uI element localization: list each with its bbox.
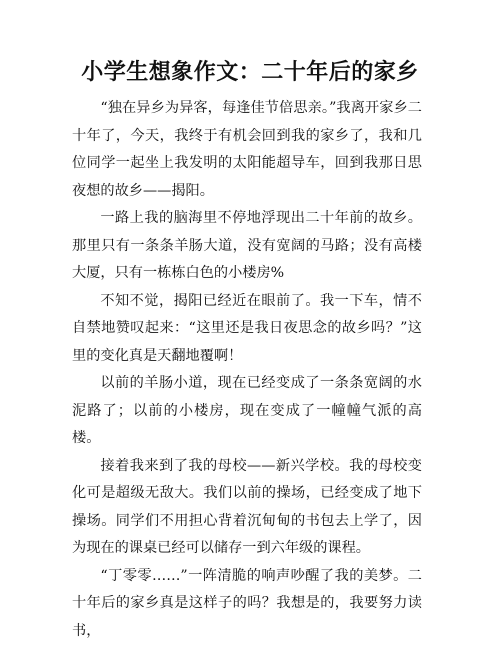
paragraph-3: 不知不觉，揭阳已经近在眼前了。我一下车，情不自禁地赞叹起来：“这里还是我日夜思念的故乡吗？”这里的变化真是天翻地覆啊！ — [72, 288, 422, 371]
paragraph-2: 一路上我的脑海里不停地浮现出二十年前的故乡。那里只有一条条羊肠大道，没有宽阔的马路；没有高楼大厦，只有一栋栋白色的小楼房% — [72, 205, 422, 288]
document-body — [72, 95, 422, 645]
paragraph-1: “独在异乡为异客，每逢佳节倍思亲。”我离开家乡二十年了，今天，我终于有机会回到我的家乡了，我和几位同学一起坐上我发明的太阳能超导车，回到我那日思夜想的故乡——揭阳。 — [72, 95, 422, 205]
paragraph-6: “丁零零……”一阵清脆的响声吵醒了我的美梦。二十年后的家乡真是这样子的吗？我想是的，我要努力读书， — [72, 563, 422, 645]
paragraph-4: 以前的羊肠小道，现在已经变成了一条条宽阔的水泥路了；以前的小楼房，现在变成了一幢幢气派的高楼。 — [72, 370, 422, 453]
document-title: 小学生想象作文：二十年后的家乡 — [0, 58, 500, 86]
paragraph-5: 接着我来到了我的母校——新兴学校。我的母校变化可是超级无敌大。我们以前的操场，已经变成了地下操场。同学们不用担心背着沉甸甸的书包去上学了，因为现在的课桌已经可以储存一到六年级的课程。 — [72, 453, 422, 563]
